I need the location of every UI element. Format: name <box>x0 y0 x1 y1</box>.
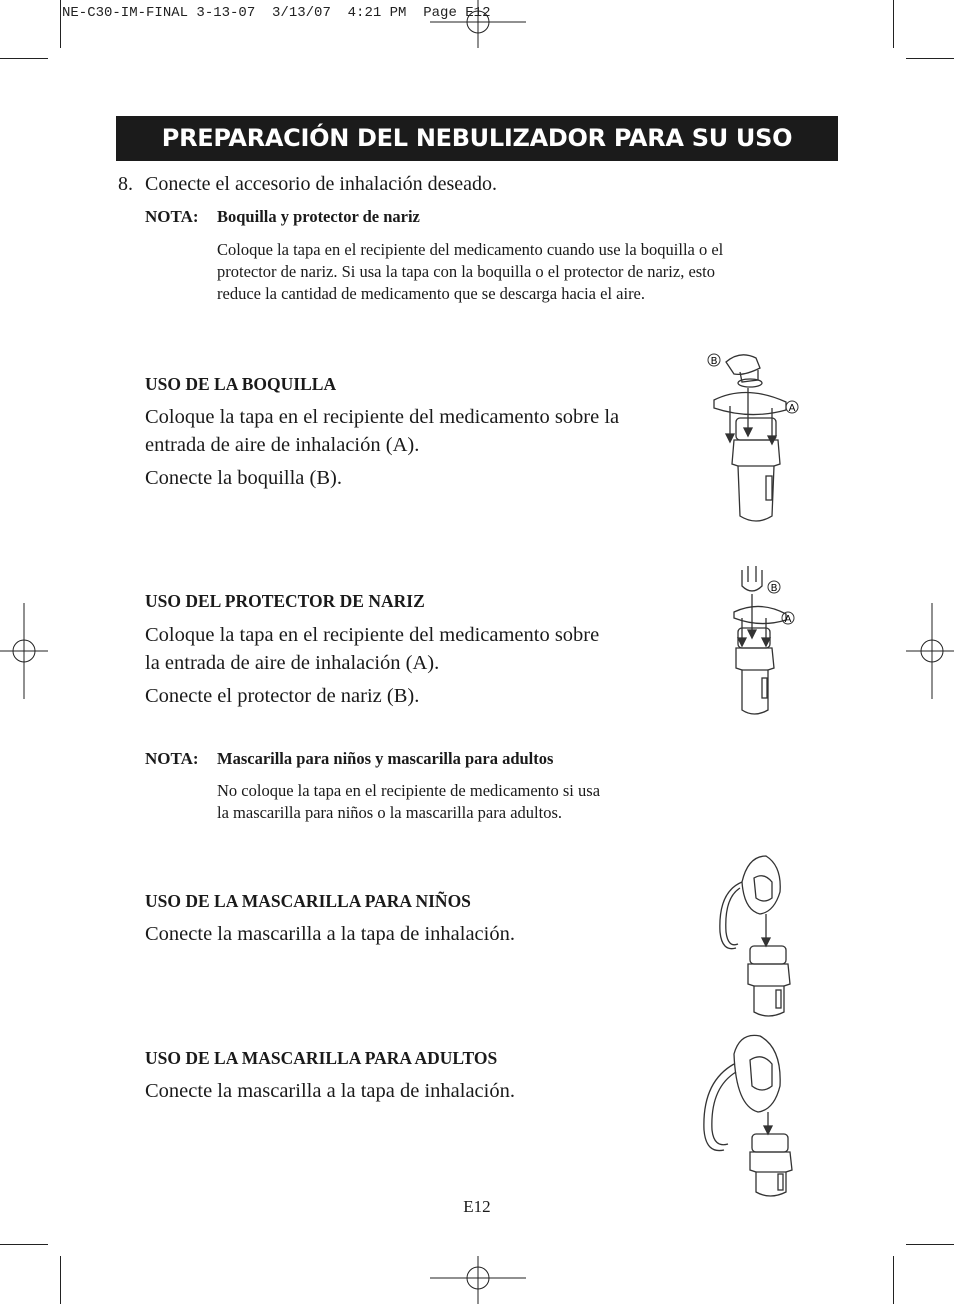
adult-mask-illustration <box>700 1030 812 1198</box>
nota-boquilla-body <box>217 239 723 305</box>
instruction-line: Conecte el protector de nariz (B). <box>145 685 420 707</box>
nota-line: No coloque la tapa en el recipiente de medicamento si usa <box>217 781 601 800</box>
heading-boquilla: USO DE LA BOQUILLA <box>145 374 337 394</box>
label-b: B <box>710 356 718 367</box>
instruction-line: Conecte la boquilla (B). <box>145 467 342 489</box>
registration-mark-left <box>0 603 50 699</box>
nota-label: NOTA: <box>145 207 199 226</box>
mascarilla-adultos-text: Conecte la mascarilla a la tapa de inhalación. <box>145 1080 515 1102</box>
instruction-line: entrada de aire de inhalación (A). <box>145 434 420 456</box>
registration-mark-right <box>904 603 954 699</box>
nota-label: NOTA: <box>145 749 199 768</box>
nota-mascarillas-body <box>217 780 600 824</box>
section-title-banner: PREPARACIÓN DEL NEBULIZADOR PARA SU USO <box>116 116 838 161</box>
nota-line: protector de nariz. Si usa la tapa con la boquilla o el protector de nariz, esto <box>217 262 716 281</box>
mouthpiece-illustration <box>700 348 810 528</box>
nota-line: reduce la cantidad de medicamento que se descarga hacia el aire. <box>217 284 646 303</box>
printer-slug: NE-C30-IM-FINAL 3-13-07 3/13/07 4:21 PM Page E12 <box>62 5 491 21</box>
nosepiece-illustration <box>720 560 810 720</box>
heading-mascarilla-adultos: USO DE LA MASCARILLA PARA ADULTOS <box>145 1048 498 1068</box>
nota-title: Mascarilla para niños y mascarilla para adultos <box>217 749 554 768</box>
nota-boquilla-protector <box>145 207 420 227</box>
nota-title: Boquilla y protector de nariz <box>217 207 420 226</box>
registration-mark-top <box>430 0 526 50</box>
nota-line: Coloque la tapa en el recipiente del medicamento cuando use la boquilla o el <box>217 240 724 259</box>
page-number: E12 <box>463 1197 491 1216</box>
registration-mark-bottom <box>430 1254 526 1304</box>
instruction-line: Coloque la tapa en el recipiente del medicamento sobre la <box>145 406 620 428</box>
step-8 <box>118 173 497 196</box>
label-a: A <box>788 403 796 414</box>
step-number: 8. <box>118 173 133 195</box>
step-text: Conecte el accesorio de inhalación deseado. <box>145 173 498 195</box>
boquilla-instructions <box>145 403 619 492</box>
instruction-line: la entrada de aire de inhalación (A). <box>145 652 440 674</box>
label-a: A <box>784 614 792 625</box>
heading-mascarilla-ninos: USO DE LA MASCARILLA PARA NIÑOS <box>145 891 471 911</box>
heading-protector: USO DEL PROTECTOR DE NARIZ <box>145 591 425 611</box>
child-mask-illustration <box>710 852 810 1020</box>
nota-line: la mascarilla para niños o la mascarilla para adultos. <box>217 803 562 822</box>
mascarilla-ninos-text: Conecte la mascarilla a la tapa de inhalación. <box>145 923 515 945</box>
protector-instructions <box>145 621 599 710</box>
label-b: B <box>770 583 778 594</box>
instruction-line: Coloque la tapa en el recipiente del medicamento sobre <box>145 624 600 646</box>
nota-mascarillas <box>145 749 553 769</box>
